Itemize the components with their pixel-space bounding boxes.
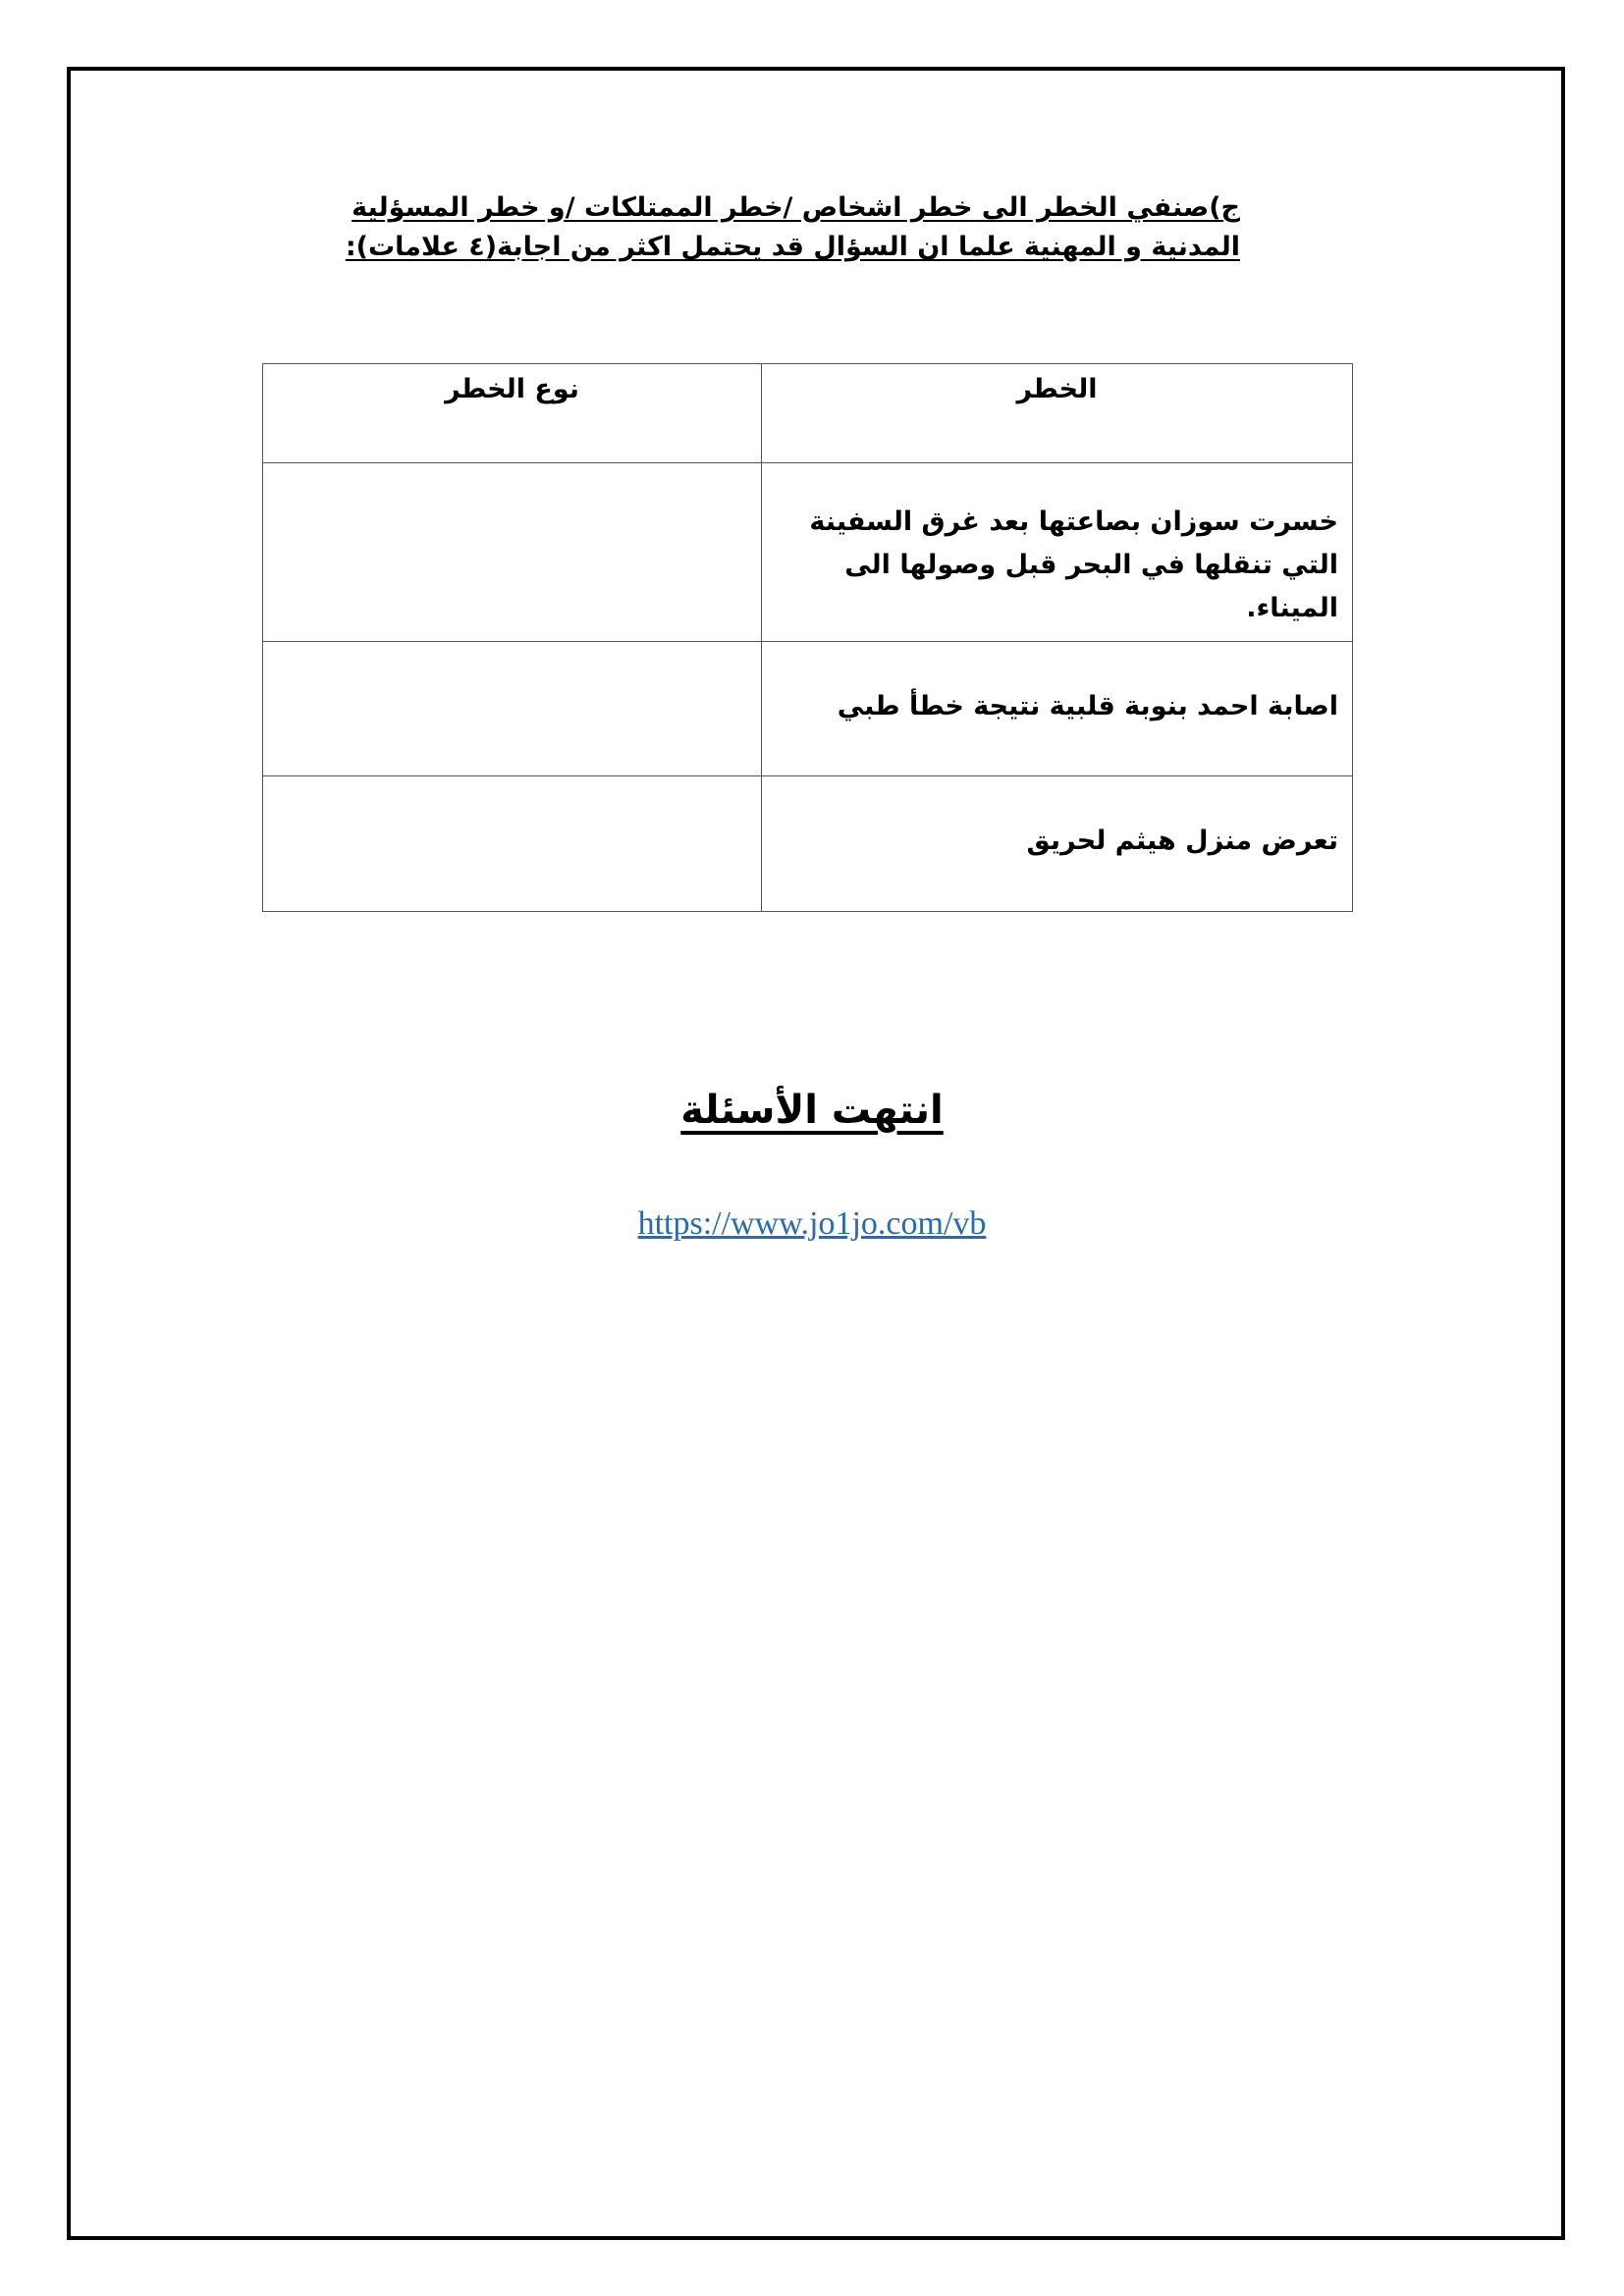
risk-cell — [762, 463, 1353, 642]
risk-cell — [762, 642, 1353, 776]
risk-text: تعرض منزل هيثم لحريق — [1026, 826, 1338, 856]
source-link[interactable]: https://www.jo1jo.com/vb — [637, 1205, 987, 1242]
table-row — [263, 776, 1353, 912]
risk-type-answer-cell[interactable] — [263, 463, 762, 642]
risk-text: خسرت سوزان بصاعتها بعد غرق السفينة التي تنقلها في البحر قبل وصولها الى الميناء. — [809, 507, 1338, 623]
table-row — [263, 463, 1353, 642]
header-risk: الخطر — [762, 364, 1353, 463]
header-risk-type: نوع الخطر — [263, 364, 762, 463]
risk-text: اصابة احمد بنوبة قلبية نتيجة خطأ طبي — [837, 691, 1338, 721]
table-header-row — [263, 364, 1353, 463]
risk-type-answer-cell[interactable] — [263, 642, 762, 776]
table-row — [263, 642, 1353, 776]
risk-classification-table — [262, 363, 1353, 912]
risk-type-answer-cell[interactable] — [263, 776, 762, 912]
risk-cell — [762, 776, 1353, 912]
question-heading: ج)صنفي الخطر الى خطر اشخاص /خطر الممتلكات /و خطر المسؤلية المدنية و المهنية علما ان السؤال قد يحتمل اكثر من اجابة(٤ علامات): — [345, 192, 1240, 262]
end-of-questions-title: انتهت الأسئلة — [680, 1088, 944, 1133]
